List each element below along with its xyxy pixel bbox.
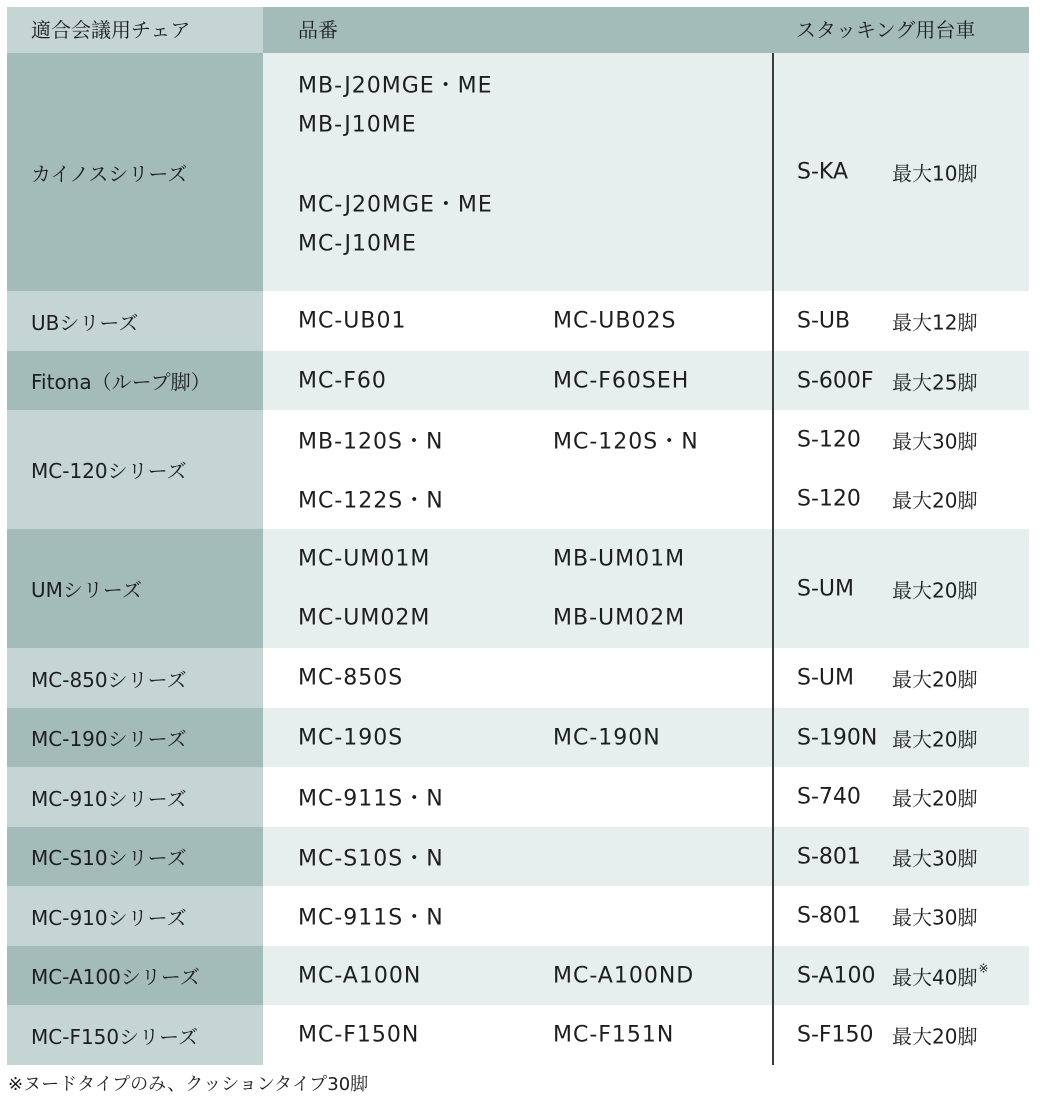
row-category: MC-S10シリーズ bbox=[7, 827, 263, 886]
cart-code: S-UM bbox=[797, 665, 854, 691]
table-row bbox=[7, 708, 1029, 767]
cart-max: 最大20脚 bbox=[892, 578, 978, 602]
row-category: MC-910シリーズ bbox=[7, 886, 263, 946]
table-row bbox=[7, 648, 1029, 708]
row-category: MC-A100シリーズ bbox=[7, 946, 263, 1005]
table-row bbox=[7, 410, 1029, 529]
cart-code: S-F150 bbox=[797, 1022, 874, 1048]
cart-max: 最大30脚 bbox=[892, 905, 978, 930]
model-number: MC-J10ME bbox=[298, 231, 417, 257]
cart-code: S-740 bbox=[797, 784, 861, 810]
cart-code: S-KA bbox=[797, 159, 848, 185]
table-row bbox=[7, 53, 1029, 291]
cart-code: S-190N bbox=[797, 725, 878, 750]
model-number: MC-A100N bbox=[298, 963, 422, 988]
cart-max: 最大30脚 bbox=[892, 429, 978, 454]
footnote: ※ヌードタイプのみ、クッションタイプ30脚 bbox=[8, 1074, 369, 1095]
model-number: MC-F151N bbox=[553, 1022, 675, 1048]
model-number: MC-190N bbox=[553, 725, 661, 750]
model-number: MC-190S bbox=[298, 725, 404, 750]
row-category: カイノスシリーズ bbox=[7, 53, 263, 291]
cart-max: 最大10脚 bbox=[892, 161, 978, 186]
model-number: MC-UM02M bbox=[298, 605, 431, 631]
footnote-mark: ※ bbox=[978, 961, 989, 976]
model-number: MC-J20MGE・ME bbox=[298, 192, 493, 218]
table-row bbox=[7, 767, 1029, 827]
row-category: UBシリーズ bbox=[7, 291, 263, 351]
model-number: MC-S10S・N bbox=[298, 846, 444, 871]
header-category: 適合会議用チェア bbox=[31, 18, 191, 42]
model-number: MC-122S・N bbox=[298, 488, 444, 514]
model-number: MC-UB01 bbox=[298, 308, 407, 334]
row-category: MC-120シリーズ bbox=[7, 410, 263, 529]
compatibility-table bbox=[7, 7, 1029, 1065]
model-number: MB-UM02M bbox=[553, 605, 686, 631]
model-number: MC-F60SEH bbox=[553, 368, 690, 393]
model-number: MC-911S・N bbox=[298, 786, 444, 812]
cart-code: S-UB bbox=[797, 308, 851, 334]
model-number: MC-UM01M bbox=[298, 546, 431, 572]
table-row bbox=[7, 827, 1029, 886]
cart-max: 最大30脚 bbox=[892, 846, 978, 870]
table-header bbox=[7, 7, 1029, 53]
row-category: Fitona（ループ脚） bbox=[7, 351, 263, 410]
row-category: MC-910シリーズ bbox=[7, 767, 263, 827]
model-number: MC-911S・N bbox=[298, 905, 444, 931]
table-row bbox=[7, 351, 1029, 410]
column-divider bbox=[772, 53, 774, 1065]
cart-max: 最大20脚 bbox=[892, 786, 978, 811]
cart-code: S-120 bbox=[797, 486, 861, 512]
table-row bbox=[7, 529, 1029, 648]
model-number: MB-120S・N bbox=[298, 429, 444, 455]
model-number: MC-F150N bbox=[298, 1022, 420, 1048]
table-row bbox=[7, 946, 1029, 1005]
row-category: MC-190シリーズ bbox=[7, 708, 263, 767]
model-number: MB-UM01M bbox=[553, 546, 686, 572]
table-row bbox=[7, 886, 1029, 946]
cart-code: S-120 bbox=[797, 427, 861, 453]
model-number: MC-A100ND bbox=[553, 963, 695, 988]
cart-code: S-801 bbox=[797, 844, 861, 869]
cart-code: S-UM bbox=[797, 576, 854, 601]
model-number: MB-J10ME bbox=[298, 112, 417, 138]
cart-max: 最大20脚 bbox=[892, 488, 978, 513]
model-number: MB-J20MGE・ME bbox=[298, 73, 493, 99]
model-number: MC-F60 bbox=[298, 368, 387, 393]
cart-max: 最大25脚 bbox=[892, 370, 978, 394]
cart-max: 最大20脚 bbox=[892, 1024, 978, 1049]
cart-code: S-A100 bbox=[797, 963, 876, 988]
cart-max: 最大12脚 bbox=[892, 310, 978, 335]
table-row bbox=[7, 1005, 1029, 1065]
header-cart: スタッキング用台車 bbox=[796, 18, 976, 42]
row-category: MC-F150シリーズ bbox=[7, 1005, 263, 1065]
row-category: MC-850シリーズ bbox=[7, 648, 263, 708]
row-category: UMシリーズ bbox=[7, 529, 263, 648]
cart-code: S-600F bbox=[797, 368, 874, 393]
cart-max: 最大40脚※ bbox=[892, 961, 989, 989]
model-number: MC-UB02S bbox=[553, 308, 677, 334]
model-number: MC-850S bbox=[298, 665, 404, 691]
cart-max: 最大20脚 bbox=[892, 667, 978, 692]
cart-code: S-801 bbox=[797, 903, 861, 929]
model-number: MC-120S・N bbox=[553, 429, 699, 455]
cart-max: 最大20脚 bbox=[892, 727, 978, 751]
table-row bbox=[7, 291, 1029, 351]
header-model: 品番 bbox=[298, 18, 338, 42]
